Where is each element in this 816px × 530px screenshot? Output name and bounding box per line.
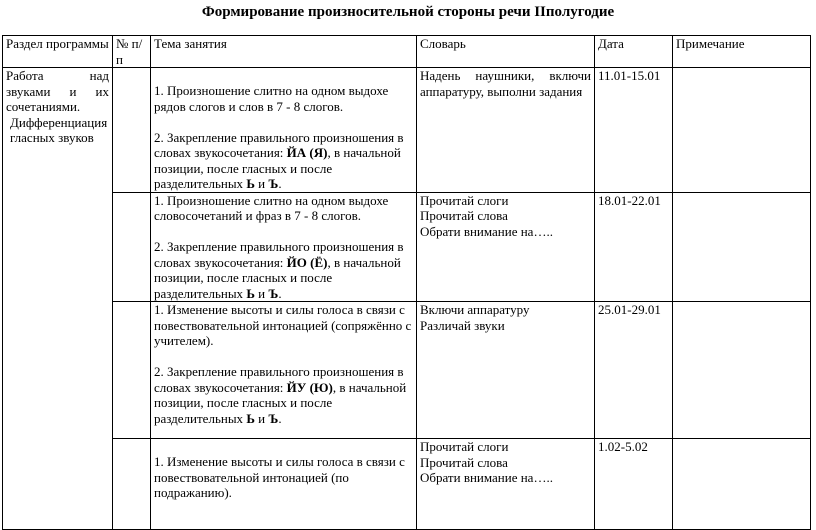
vocabulary-cell — [417, 302, 595, 439]
section-title: Работа над звуками и их сочетаниями. — [6, 68, 109, 114]
vocabulary-cell — [417, 192, 595, 302]
note-cell — [673, 439, 811, 530]
vocabulary-line: Прочитай слоги — [420, 192, 509, 208]
number-cell — [113, 302, 151, 439]
date-cell: 1.02-5.02 — [595, 439, 673, 530]
topic-point-1: 1. Изменение высоты и силы голоса в связи с повествовательной интонацией (по подражанию). — [154, 454, 405, 500]
vocabulary-line: Включи аппаратуру — [420, 302, 530, 317]
topic-cell — [151, 192, 417, 302]
header-vocabulary: Словарь — [417, 36, 595, 68]
table-row — [3, 68, 811, 193]
topic-point-1: 1. Произношение слитно на одном выдохе словосочетаний и фраз в 7 - 8 слогов. — [154, 192, 389, 223]
vocabulary-line: Надень наушники, включи аппаратуру, выполни задания — [420, 68, 591, 99]
vocabulary-line: Прочитай слова — [420, 208, 508, 223]
vocabulary-cell — [417, 439, 595, 530]
number-cell — [113, 68, 151, 193]
header-number: № п/п — [113, 36, 151, 68]
table-row — [3, 439, 811, 530]
vocabulary-line: Прочитай слоги — [420, 439, 509, 454]
document-title: Формирование произносительной стороны речи IIполугодие — [201, 4, 615, 20]
number-cell — [113, 439, 151, 530]
topic-point-1: 1. Изменение высоты и силы голоса в связи с повествовательной интонацией (сопряжённо с учителем). — [154, 302, 412, 348]
note-cell — [673, 192, 811, 302]
topic-point-2: 2. Закрепление правильного произношения в словах звукосочетания: ЙУ (Ю), в начальной позиции, после гласных и после разделительных Ь и Ъ. — [154, 364, 407, 426]
header-topic: Тема занятия — [151, 36, 417, 68]
topic-cell — [151, 68, 417, 193]
vocabulary-cell — [417, 68, 595, 193]
topic-point-2: 2. Закрепление правильного произношения в словах звукосочетания: ЙА (Я), в начальной позиции, после гласных и после разделительных Ь и Ъ. — [154, 129, 404, 191]
date-cell: 11.01-15.01 — [595, 68, 673, 193]
header-note: Примечание — [673, 36, 811, 68]
topic-point-2: 2. Закрепление правильного произношения в словах звукосочетания: ЙО (Ё), в начальной позиции, после гласных и после разделительных Ь и Ъ. — [154, 239, 404, 301]
section-cell — [3, 68, 113, 530]
table-header-row — [3, 36, 811, 68]
note-cell — [673, 302, 811, 439]
vocabulary-line: Прочитай слова — [420, 454, 508, 470]
vocabulary-line: Обрати внимание на….. — [420, 223, 553, 239]
table-row — [3, 192, 811, 302]
header-date: Дата — [595, 36, 673, 68]
date-cell: 25.01-29.01 — [595, 302, 673, 439]
date-cell: 18.01-22.01 — [595, 192, 673, 302]
header-section: Раздел программы — [3, 36, 113, 68]
section-subtitle: Дифференциация гласных звуков — [10, 114, 108, 145]
topic-cell — [151, 302, 417, 439]
vocabulary-line: Различай звуки — [420, 317, 505, 333]
vocabulary-line: Обрати внимание на….. — [420, 470, 553, 485]
topic-cell — [151, 439, 417, 530]
table-row — [3, 302, 811, 439]
topic-point-1: 1. Произношение слитно на одном выдохе рядов слогов и слов в 7 - 8 слогов. — [154, 83, 389, 114]
lesson-plan-table — [2, 35, 811, 530]
number-cell — [113, 192, 151, 302]
note-cell — [673, 68, 811, 193]
